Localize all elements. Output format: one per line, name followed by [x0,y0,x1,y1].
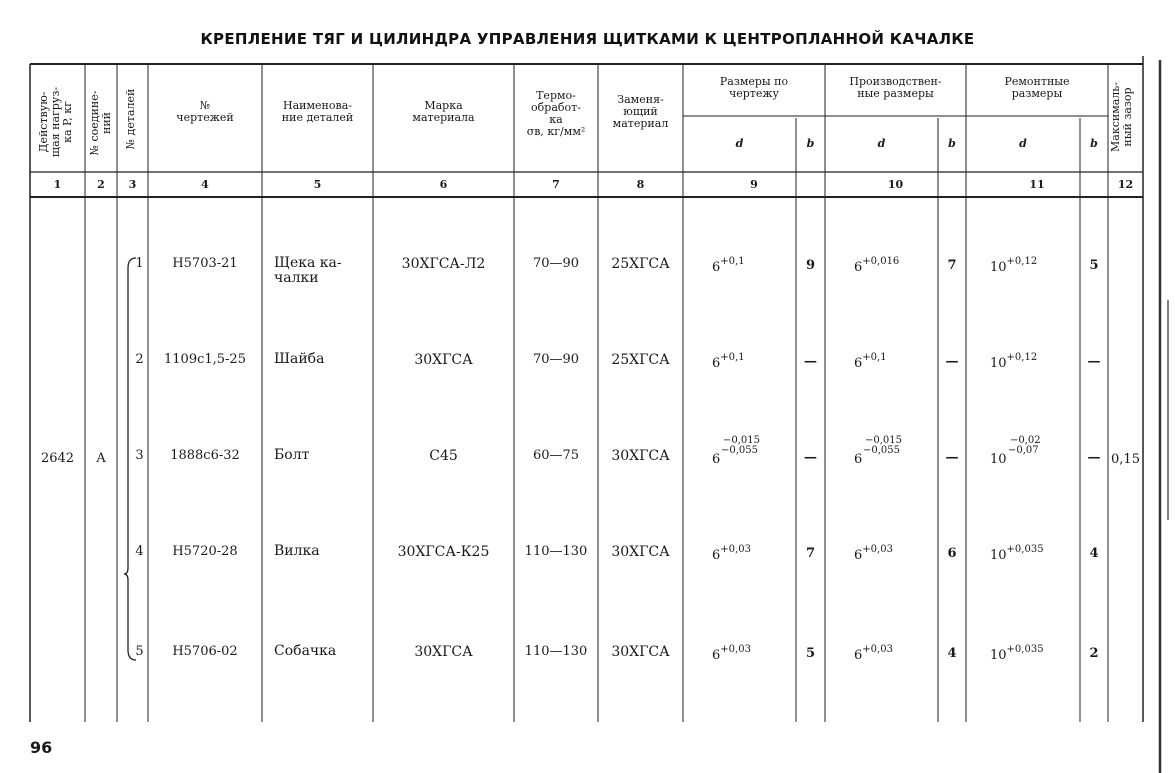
tolerance-d3 [990,352,1037,371]
substitute-material: 30ХГСА [611,644,670,660]
nominal-diameter: 6 [712,548,721,563]
nominal-diameter: 6 [854,548,863,563]
dimension-b3: 5 [1089,258,1099,273]
tolerance-upper: +0,035 [1006,544,1044,555]
tolerance-lower: −0,055 [721,445,759,456]
part-name: Вилка [274,543,320,559]
tolerance-upper: −0,015 [723,435,761,446]
dimension-b1: 5 [805,646,816,661]
substitute-material: 30ХГСА [611,544,670,560]
tolerance-d2 [854,352,887,371]
tolerance-upper: +0,03 [720,644,751,655]
dimension-b2: — [945,450,959,465]
tolerance-upper: +0,03 [862,544,893,555]
col-num-6: 6 [439,178,448,191]
col-num-9: 9 [750,178,758,191]
header-d-2: d [877,137,886,150]
col-num-1: 1 [53,178,62,191]
tolerance-d1 [712,352,745,371]
col-num-4: 4 [201,178,209,191]
nominal-diameter: 6 [854,260,863,275]
material-grade: С45 [429,448,458,464]
part-number: 1 [135,256,144,271]
heat-treatment: 110—130 [524,544,588,559]
table-title: КРЕПЛЕНИЕ ТЯГ И ЦИЛИНДРА УПРАВЛЕНИЯ ЩИТКАМИ К ЦЕНТРОПЛАННОЙ КАЧАЛКЕ [200,30,975,48]
tolerance-upper: +0,12 [1006,352,1038,363]
dimension-b2: — [945,354,959,369]
nominal-diameter: 6 [712,356,721,371]
tolerance-d2 [854,435,944,478]
tolerance-upper: +0,035 [1006,644,1044,655]
nominal-diameter: 10 [990,260,1007,275]
joint-value: А [96,451,106,466]
part-number: 2 [135,352,144,367]
dimension-b3: 4 [1089,546,1099,561]
nominal-diameter: 6 [712,260,721,275]
nominal-diameter: 10 [990,452,1007,467]
page-number: 96 [30,738,53,757]
tolerance-upper: −0,02 [1010,435,1041,446]
drawing-number: Н5703-21 [172,256,238,271]
col-num-11: 11 [1029,178,1045,191]
col-num-2: 2 [97,178,105,191]
tolerance-d2 [854,644,893,663]
part-name: Шайба [274,351,325,367]
tolerance-d1 [712,256,745,275]
substitute-material: 25ХГСА [611,352,670,368]
col-num-12: 12 [1117,178,1134,191]
drawing-number: 1109с1,5-25 [164,352,246,367]
nominal-diameter: 10 [990,356,1007,371]
drawing-number: 1888с6-32 [170,448,240,463]
col-num-3: 3 [128,178,137,191]
nominal-diameter: 10 [990,548,1007,563]
header-heat: Термо- обработ- ка σв, кг/мм² [526,89,586,138]
heat-treatment: 60—75 [532,448,580,463]
substitute-material: 30ХГСА [611,448,670,464]
header-material: Марка материала [412,99,475,124]
col-num-5: 5 [313,178,322,191]
tolerance-upper: +0,1 [720,352,745,363]
substitute-material: 25ХГСА [611,256,670,272]
header-d-1: d [735,137,744,150]
drawing-number: Н5706-02 [172,644,238,659]
part-number: 4 [135,544,144,559]
tolerance-upper: +0,016 [862,256,900,267]
nominal-diameter: 6 [854,452,863,467]
nominal-diameter: 10 [990,648,1007,663]
header-name: Наименова- ние деталей [281,99,354,124]
dimension-b3: 2 [1089,646,1099,661]
header-joint: № соедине- ний [88,90,113,156]
nominal-diameter: 6 [712,452,721,467]
nominal-diameter: 6 [854,648,863,663]
header-drawing-dims: Размеры по чертежу [719,75,789,100]
max-gap-value: 0,15 [1111,452,1140,467]
header-b-2: b [948,137,956,150]
dimension-b2: 6 [947,546,957,561]
col-num-10: 10 [887,178,904,191]
dimension-b1: — [804,450,817,465]
dimension-b2: 4 [947,646,957,661]
tolerance-upper: +0,12 [1006,256,1038,267]
header-drawing: № чертежей [176,99,234,124]
dimension-b2: 7 [947,258,957,273]
material-grade: 30ХГСА [414,644,473,660]
header-max-gap: Максималь- ный зазор [1109,82,1134,152]
tolerance-upper: +0,1 [862,352,887,363]
tolerance-d2 [854,544,893,563]
nominal-diameter: 6 [854,356,863,371]
load-value: 2642 [40,451,75,466]
header-load: Действую- щая нагруз- ка P, кг [37,86,74,158]
material-grade: 30ХГСА-Л2 [401,256,486,272]
part-number: 3 [135,448,144,463]
tolerance-upper: +0,03 [720,544,751,555]
part-name: Болт [274,447,310,463]
heat-treatment: 70—90 [532,256,580,271]
header-d-3: d [1019,137,1027,150]
tolerance-d3 [990,435,1080,478]
col-num-7: 7 [552,178,560,191]
dimension-b1: — [804,354,817,369]
tolerance-upper: +0,03 [862,644,893,655]
material-grade: 30ХГСА-К25 [397,544,490,560]
drawing-number: Н5720-28 [172,544,238,559]
dimension-b3: — [1087,354,1101,369]
part-name: Щека ка- чалки [274,255,342,286]
tolerance-upper: +0,1 [720,256,745,267]
header-b-1: b [806,137,815,150]
tolerance-lower: −0,07 [1008,445,1039,456]
tolerance-lower: −0,055 [863,445,901,456]
header-b-3: b [1090,137,1098,150]
nominal-diameter: 6 [712,648,721,663]
heat-treatment: 70—90 [532,352,580,367]
tolerance-d3 [990,644,1044,663]
header-part-no: № деталей [124,88,137,150]
heat-treatment: 110—130 [524,644,588,659]
tolerance-d3 [990,256,1037,275]
part-number: 5 [135,644,144,659]
dimension-b3: — [1087,450,1101,465]
dimension-b1: 7 [805,546,816,561]
dimension-b1: 9 [805,258,816,273]
material-grade: 30ХГСА [414,352,473,368]
col-num-8: 8 [636,178,645,191]
tolerance-d1 [712,435,802,478]
tolerance-d3 [990,544,1044,563]
tolerance-d1 [712,544,751,563]
header-substitute: Заменя- ющий материал [612,93,669,130]
tolerance-d1 [712,644,751,663]
header-repair-dims: Ремонтные размеры [1004,75,1070,100]
tolerance-upper: −0,015 [865,435,903,446]
part-name: Собачка [274,643,337,659]
tolerance-d2 [854,256,899,275]
header-production-dims: Производствен- ные размеры [849,75,942,100]
